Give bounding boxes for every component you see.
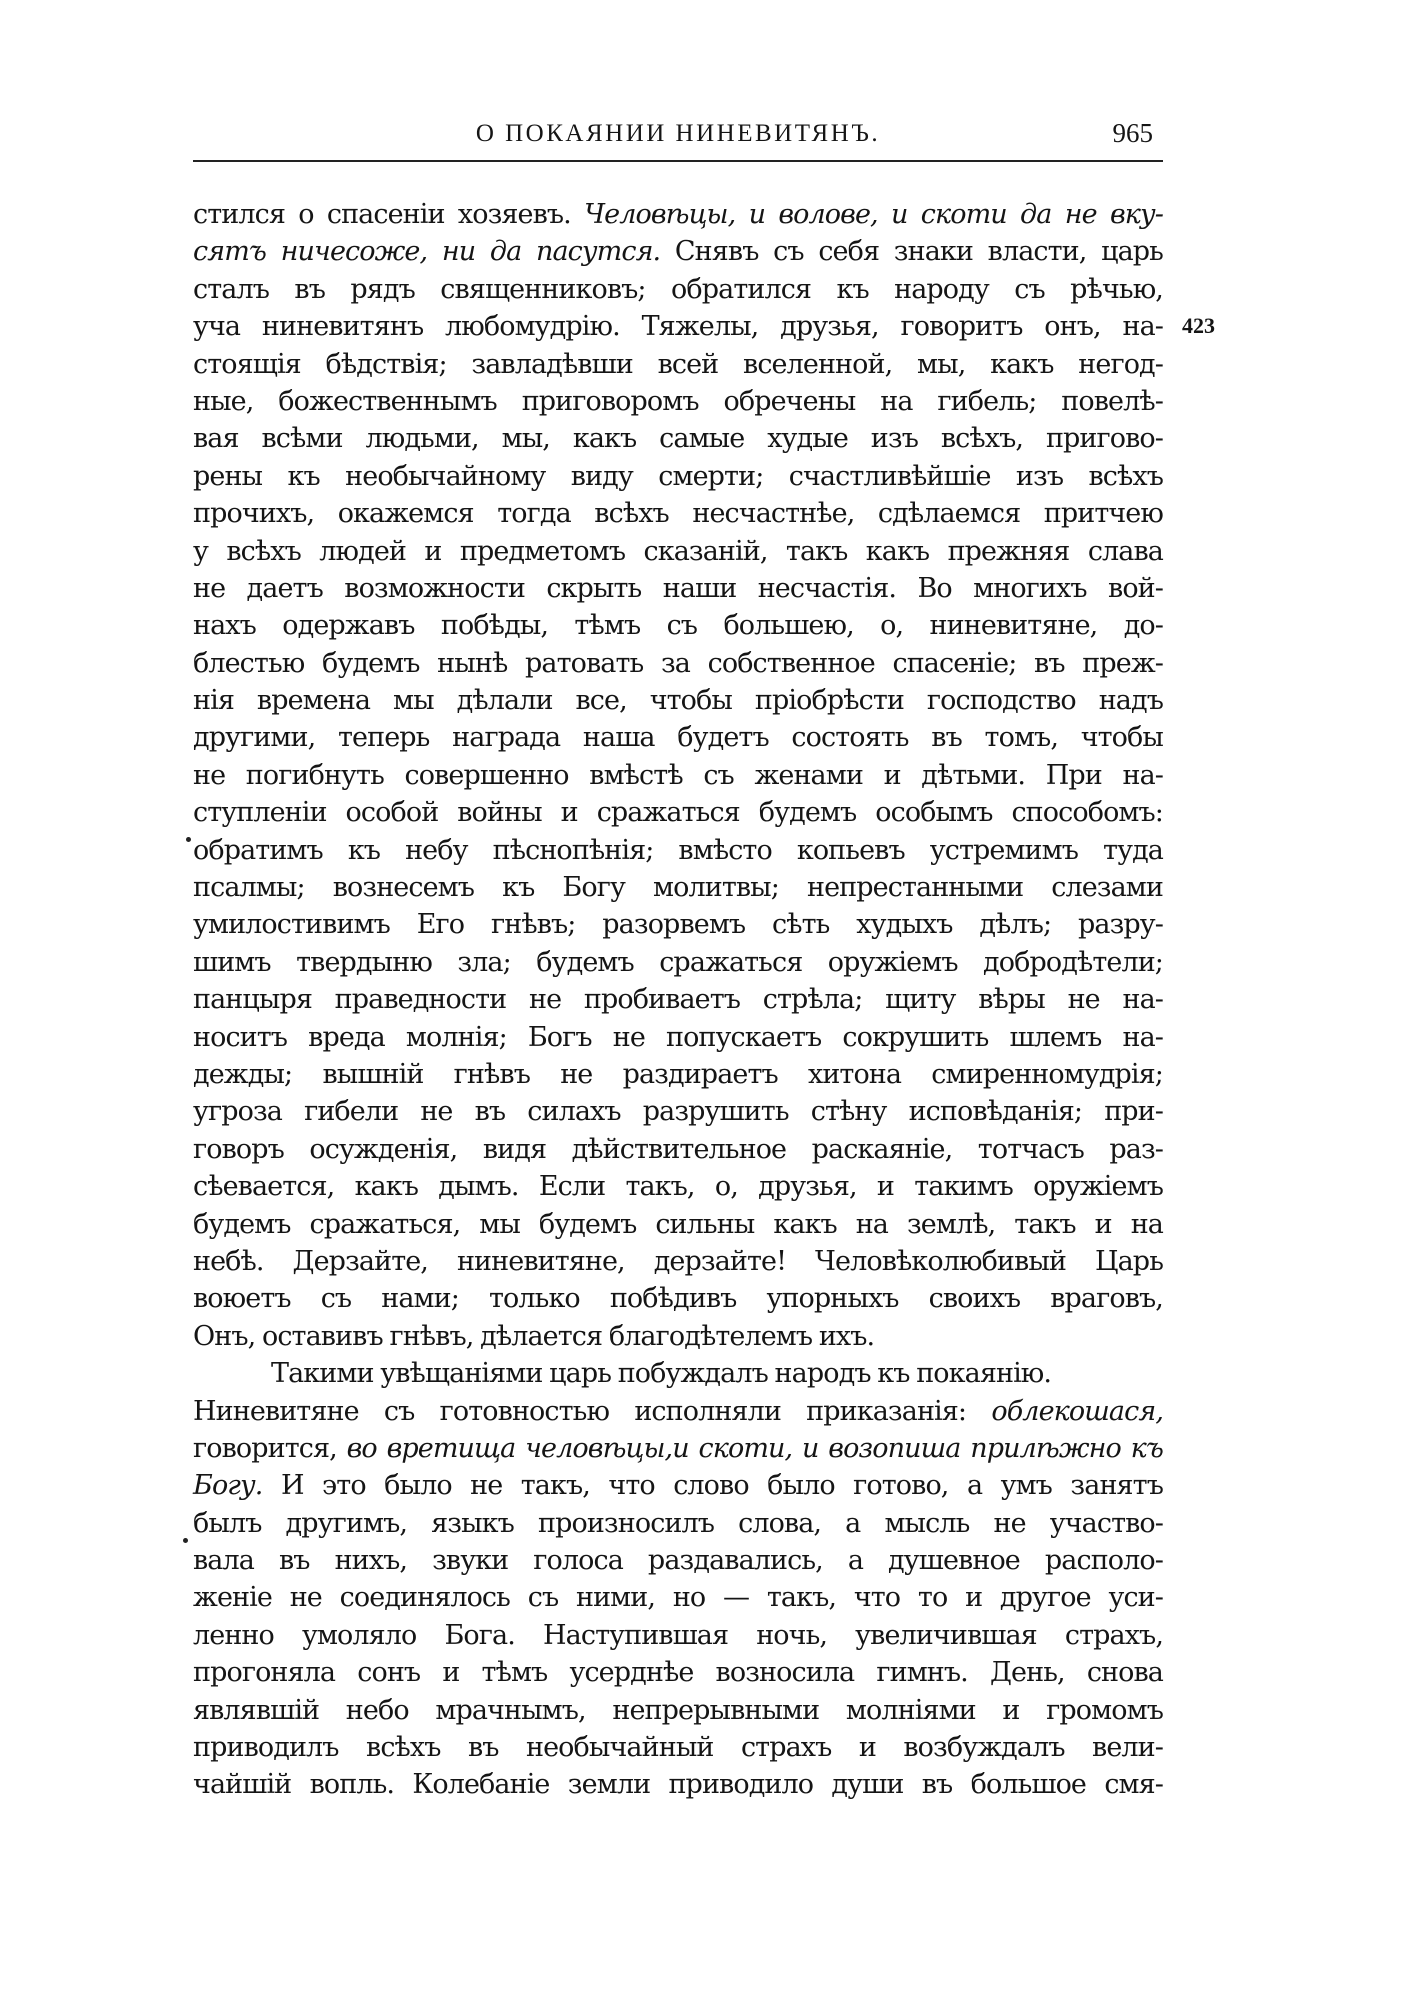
text-line <box>193 1393 1163 1430</box>
text-run: былъ другимъ, языкъ произносилъ слова, а мысль не участво- <box>193 1507 1163 1539</box>
text-line <box>193 196 1163 233</box>
text-run: блестью будемъ нынѣ ратовать за собственное спасеніе; въ преж- <box>193 647 1163 679</box>
text-line <box>193 1318 1163 1355</box>
text-run: панцыря праведности не пробиваетъ стрѣла; щиту вѣры не на- <box>193 984 1163 1016</box>
text-run: нахъ одержавъ побѣды, тѣмъ съ большею, о, ниневитяне, до- <box>193 610 1163 642</box>
text-run: дежды; вышній гнѣвъ не раздираетъ хитона смиренномудрія; <box>193 1058 1163 1090</box>
text-line <box>193 1093 1163 1130</box>
text-run: И это было не такъ, что слово было готово, а умъ занятъ <box>262 1470 1163 1502</box>
text-run: Снявъ съ себя знаки власти, царь <box>660 236 1163 268</box>
text-run: другими, теперь награда наша будетъ состоять въ томъ, чтобы <box>193 722 1163 754</box>
text-line <box>193 1766 1163 1803</box>
text-run: обратимъ къ небу пѣснопѣнія; вмѣсто копьевъ устремимъ туда <box>193 834 1163 866</box>
header-rule <box>193 160 1163 162</box>
text-run: прочихъ, окажемся тогда всѣхъ несчастнѣе, сдѣлаемся притчею <box>193 498 1163 530</box>
text-run: Онъ, оставивъ гнѣвъ, дѣлается благодѣтелемъ ихъ. <box>193 1320 875 1352</box>
text-line <box>193 869 1163 906</box>
text-line <box>193 458 1163 495</box>
text-line <box>193 1579 1163 1616</box>
text-run: не даетъ возможности скрыть наши несчастія. Во многихъ вой- <box>193 572 1163 604</box>
text-line <box>193 682 1163 719</box>
print-speck <box>183 1538 188 1543</box>
text-line <box>193 944 1163 981</box>
italic-quote: облекошася, <box>991 1395 1163 1427</box>
text-run: приводилъ всѣхъ въ необычайный страхъ и возбуждалъ вели- <box>193 1732 1163 1764</box>
text-line <box>193 570 1163 607</box>
text-line <box>193 346 1163 383</box>
text-run: воюетъ съ нами; только побѣдивъ упорныхъ своихъ враговъ, <box>193 1283 1163 1315</box>
text-run: будемъ сражаться, мы будемъ сильны какъ на землѣ, такъ и на <box>193 1208 1163 1240</box>
text-run: нія времена мы дѣлали все, чтобы пріобрѣсти господство надъ <box>193 685 1163 717</box>
text-line <box>193 906 1163 943</box>
text-run: носитъ вреда молнія; Богъ не попускаетъ сокрушить шлемъ на- <box>193 1021 1163 1053</box>
text-line <box>193 1467 1163 1504</box>
text-line <box>193 1056 1163 1093</box>
text-line <box>193 495 1163 532</box>
text-line <box>193 1206 1163 1243</box>
text-run: прогоняла сонъ и тѣмъ усерднѣе возносила гимнъ. День, снова <box>193 1657 1163 1689</box>
text-line <box>193 757 1163 794</box>
margin-number: 423 <box>1182 313 1215 338</box>
italic-quote: во вретища человѣцы,и скоти, и возопиша прилѣжно къ <box>346 1432 1163 1464</box>
text-run: говоръ осужденія, видя дѣйствительное раскаяніе, тотчасъ раз- <box>193 1133 1163 1165</box>
text-line <box>193 233 1163 270</box>
text-line <box>193 1355 1163 1392</box>
text-run: умилостивимъ Его гнѣвъ; разорвемъ сѣть худыхъ дѣлъ; разру- <box>193 909 1163 941</box>
text-run: вая всѣми людьми, мы, какъ самые худые изъ всѣхъ, пригово- <box>193 423 1163 455</box>
text-line <box>193 607 1163 644</box>
text-line <box>193 1542 1163 1579</box>
text-run: вала въ нихъ, звуки голоса раздавались, а душевное располо- <box>193 1545 1163 1577</box>
text-run: сѣевается, какъ дымъ. Если такъ, о, друзья, и такимъ оружіемъ <box>193 1171 1163 1203</box>
text-run: женіе не соединялось съ ними, но — такъ, что то и другое уси- <box>193 1582 1163 1614</box>
text-line <box>193 1131 1163 1168</box>
text-run: псалмы; вознесемъ къ Богу молитвы; непрестанными слезами <box>193 872 1163 904</box>
text-run: Такими увѣщаніями царь побуждалъ народъ къ покаянію. <box>271 1358 1052 1390</box>
text-run: ные, божественнымъ приговоромъ обречены на гибель; повелѣ- <box>193 385 1163 417</box>
italic-quote: Богу. <box>193 1470 263 1502</box>
text-run: ленно умоляло Бога. Наступившая ночь, увеличившая страхъ, <box>193 1619 1163 1651</box>
text-run: небѣ. Дерзайте, ниневитяне, дерзайте! Человѣколюбивый Царь <box>193 1245 1163 1277</box>
page-header <box>193 118 1163 160</box>
text-line <box>193 308 1163 345</box>
text-run: уча ниневитянъ любомудрію. Тяжелы, друзья, говоритъ онъ, на- <box>193 311 1163 343</box>
text-line <box>193 1692 1163 1729</box>
text-line <box>193 1168 1163 1205</box>
page-number: 965 <box>1112 118 1153 148</box>
text-line <box>193 1729 1163 1766</box>
text-run: говорится, <box>193 1432 347 1464</box>
text-line <box>193 1019 1163 1056</box>
text-run: ступленіи особой войны и сражаться будемъ особымъ способомъ: <box>193 797 1163 829</box>
text-line <box>193 794 1163 831</box>
text-line <box>193 420 1163 457</box>
text-line <box>193 1617 1163 1654</box>
text-line <box>193 1280 1163 1317</box>
body-text <box>193 196 1163 1804</box>
text-run: у всѣхъ людей и предметомъ сказаній, такъ какъ прежняя слава <box>193 535 1163 567</box>
text-line <box>193 832 1163 869</box>
text-run: не погибнуть совершенно вмѣстѣ съ женами и дѣтьми. При на- <box>193 759 1163 791</box>
text-run: рены къ необычайному виду смерти; счастливѣйшіе изъ всѣхъ <box>193 460 1163 492</box>
text-run: Ниневитяне съ готовностью исполняли приказанія: <box>193 1395 992 1427</box>
italic-quote: Человѣцы, и волове, и скоти да не вку- <box>584 199 1163 230</box>
text-run: шимъ твердыню зла; будемъ сражаться оружіемъ добродѣтели; <box>193 946 1163 978</box>
text-line <box>193 981 1163 1018</box>
text-run: стоящія бѣдствія; завладѣвши всей вселенной, мы, какъ негод- <box>193 348 1163 380</box>
text-line <box>193 1430 1163 1467</box>
text-run: чайшій вопль. Колебаніе земли приводило души въ большое смя- <box>193 1769 1163 1801</box>
text-line <box>193 383 1163 420</box>
text-line <box>193 645 1163 682</box>
text-line <box>193 1505 1163 1542</box>
text-line <box>193 533 1163 570</box>
text-run: являвшій небо мрачнымъ, непрерывными молніями и громомъ <box>193 1694 1163 1726</box>
text-line <box>193 1654 1163 1691</box>
text-line <box>193 271 1163 308</box>
text-line <box>193 1243 1163 1280</box>
text-line <box>193 719 1163 756</box>
text-run: стился о спасеніи хозяевъ. <box>193 199 585 230</box>
print-speck <box>186 837 191 842</box>
italic-quote: сятъ ничесоже, ни да пасутся. <box>193 236 661 268</box>
running-title: О ПОКАЯНИИ НИНЕВИТЯНЪ. <box>475 120 881 147</box>
text-run: сталъ въ рядъ священниковъ; обратился къ народу съ рѣчью, <box>193 273 1163 305</box>
text-run: угроза гибели не въ силахъ разрушить стѣну исповѣданія; при- <box>193 1096 1163 1128</box>
